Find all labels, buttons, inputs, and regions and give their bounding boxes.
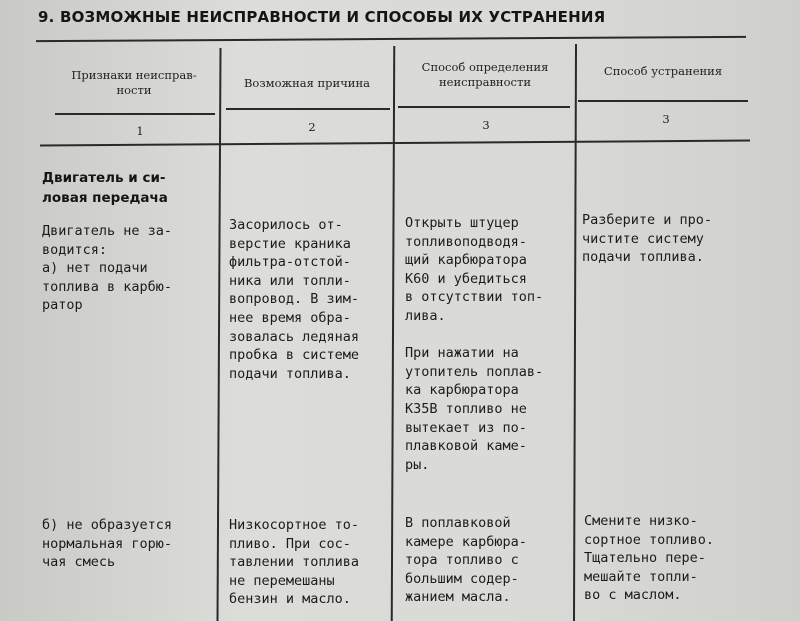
column-header-symptoms: Признаки неисправ- ности <box>71 68 197 97</box>
row1-cause: Засорилось от- верстие краника фильтра-отстой- ника или топли- вопровод. В зим- нее время обра- зовалась ледяная пробка в системе подачи топлива. <box>229 217 360 382</box>
column-divider-2 <box>391 46 395 621</box>
table-top-rule <box>36 36 746 42</box>
section-heading: Двигатель и си- ловая передача <box>42 170 168 206</box>
row2-cause: Низкосортное то- пливо. При сос- тавлении топлива не перемешаны бензин и масло. <box>229 517 360 608</box>
column-number-1: 1 <box>136 124 144 138</box>
header-bottom-rule-1 <box>55 113 215 115</box>
header-bottom-rule-4 <box>578 100 748 102</box>
row2-remedy: Смените низко- сортное топливо. Тщательно пере- мешайте топли- во с маслом. <box>584 513 715 604</box>
column-header-remedy: Способ устранения <box>603 64 723 78</box>
page-title: 9. ВОЗМОЖНЫЕ НЕИСПРАВНОСТИ И СПОСОБЫ ИХ УСТРАНЕНИЯ <box>38 8 606 26</box>
header-bottom-rule-3 <box>398 106 570 108</box>
number-row-rule <box>40 140 750 147</box>
column-divider-3 <box>573 44 577 621</box>
row1-symptom: Двигатель не за- водится: а) нет подачи топлива в карбю- ратор <box>42 223 173 314</box>
row2-symptom: б) не образуется нормальная горю- чая смесь <box>42 517 173 571</box>
row2-detection: В поплавковой камере карбюра- тора топливо с большим содер- жанием масла. <box>405 515 527 606</box>
header-bottom-rule-2 <box>226 108 390 110</box>
row1-detection: Открыть штуцер топливоподводя- щий карбюратора К60 и убедиться в отсутствии топ- лива. При нажатии на утопитель поплав- ка карбюратора К35В топливо не вытекает из по- плавковой каме- ры. <box>405 215 544 473</box>
row1-remedy: Разберите и про- чистите систему подачи топлива. <box>582 212 713 266</box>
column-divider-1 <box>216 48 221 621</box>
column-header-detection: Способ определения неисправности <box>421 60 549 89</box>
column-number-3: 3 <box>482 118 490 132</box>
column-number-2: 2 <box>308 120 316 134</box>
column-number-4: 3 <box>662 112 670 126</box>
column-header-cause: Возможная причина <box>243 76 370 90</box>
